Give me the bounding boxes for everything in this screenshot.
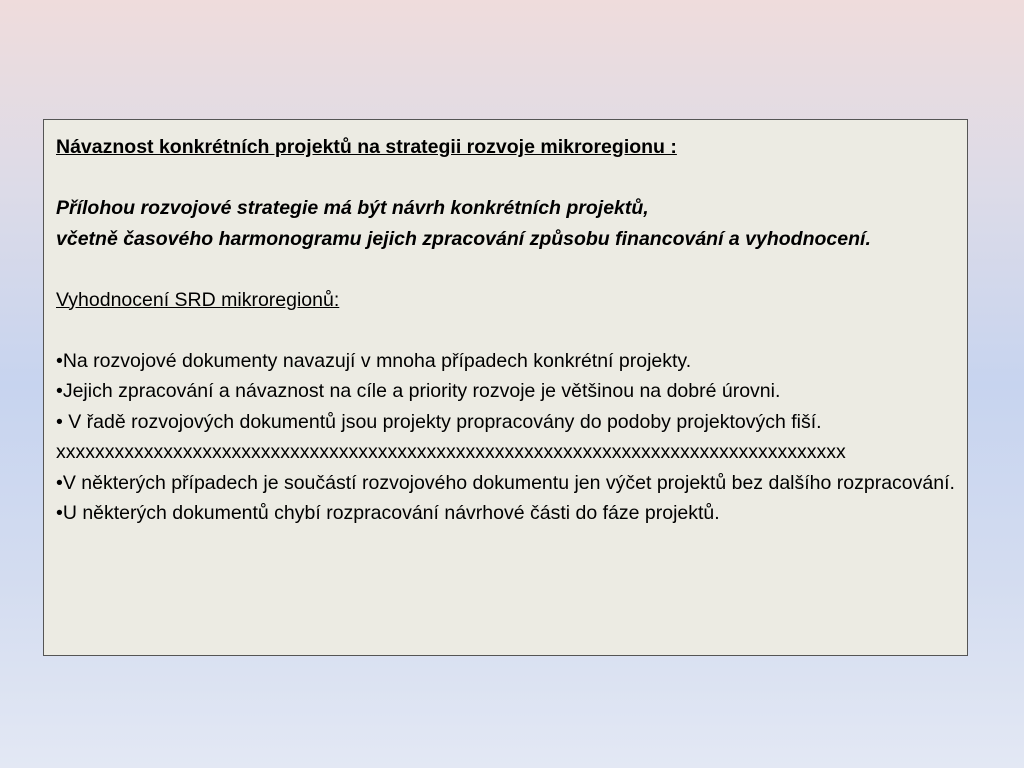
spacer [56, 315, 955, 346]
bullet-item: •U některých dokumentů chybí rozpracování návrhové části do fáze projektů. [56, 502, 720, 524]
evaluation-subheading-text: Vyhodnocení SRD mikroregionů: [56, 288, 340, 311]
bullet-item: •Na rozvojové dokumenty navazují v mnoha případech konkrétní projekty. [56, 349, 692, 372]
strategy-note [56, 193, 955, 254]
bullet-item: •Jejich zpracování a návaznost na cíle a priority rozvoje je většinou na dobré úrovni. [56, 380, 781, 402]
bullet-item: •V některých případech je součástí rozvojového dokumentu jen výčet projektů bez dalšího rozpracování. [56, 471, 955, 494]
strategy-note-line: včetně časového harmonogramu jejich zpracování způsobu financování a vyhodnocení. [56, 227, 871, 250]
spacer [56, 254, 955, 285]
placeholder-x-line: xxxxxxxxxxxxxxxxxxxxxxxxxxxxxxxxxxxxxxxxxxxxxxxxxxxxxxxxxxxxxxxxxxxxxxxxxxxxxxxxx [56, 441, 846, 463]
slide-heading: Návaznost konkrétních projektů na strategii rozvoje mikroregionu : [56, 136, 677, 158]
strategy-note-line: Přílohou rozvojové strategie má být návrh konkrétních projektů, [56, 197, 649, 219]
spacer [56, 163, 955, 194]
evaluation-subheading [56, 285, 955, 316]
content-box [43, 119, 968, 656]
bullet-item: • V řadě rozvojových dokumentů jsou projekty propracovány do podoby projektových fiší. [56, 410, 822, 433]
